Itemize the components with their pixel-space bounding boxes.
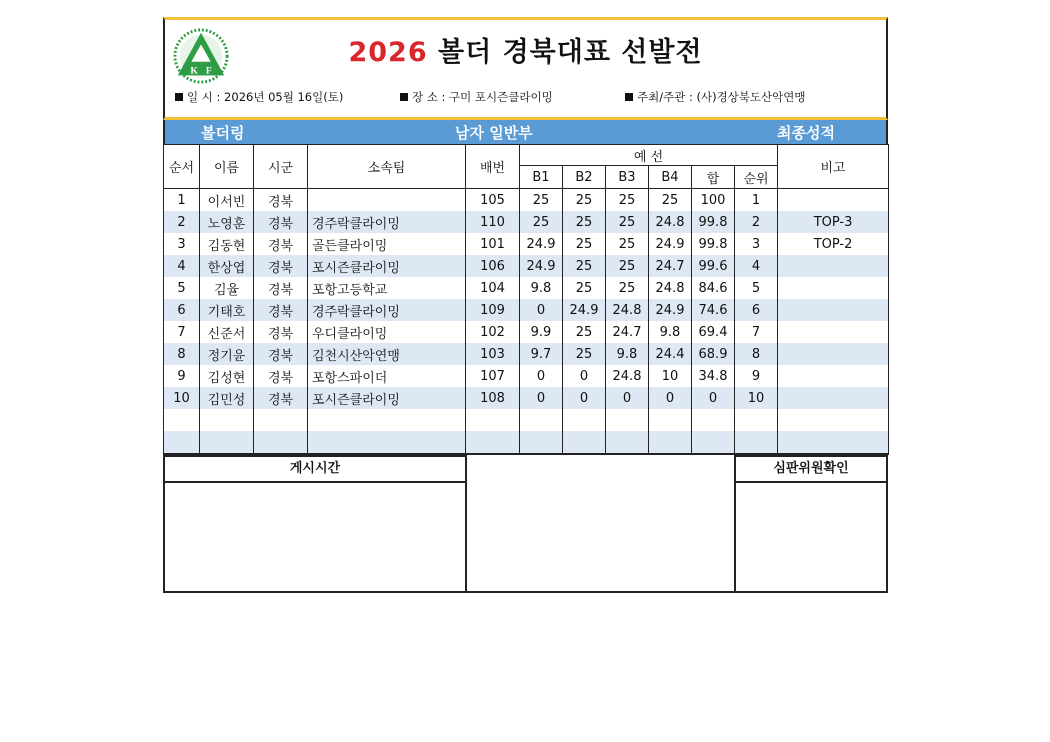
results-sheet — [163, 17, 888, 593]
col-prelim: 예 선 — [520, 145, 778, 166]
info-host — [625, 89, 805, 105]
cell-b2: 25 — [563, 211, 606, 233]
cell-team: 포시즌클라이밍 — [308, 387, 466, 409]
cell-city: 경북 — [254, 387, 308, 409]
sheet-footer — [163, 455, 888, 593]
cell-name: 신준서 — [200, 321, 254, 343]
cell-bib: 107 — [466, 365, 520, 387]
cell-bib: 106 — [466, 255, 520, 277]
cell-order: 2 — [164, 211, 200, 233]
cell-team: 골든클라이밍 — [308, 233, 466, 255]
cell-sum: 69.4 — [692, 321, 735, 343]
info-host-text: 주최/주관 : (사)경상북도산악연맹 — [637, 90, 806, 104]
cell-city: 경북 — [254, 233, 308, 255]
cell-sum: 34.8 — [692, 365, 735, 387]
col-order: 순서 — [164, 145, 200, 189]
cell-note — [778, 409, 889, 431]
cell-b4: 24.7 — [649, 255, 692, 277]
cell-note — [778, 255, 889, 277]
logo-letter-f: F — [205, 65, 212, 77]
cell-b4: 0 — [649, 387, 692, 409]
cell-b4: 25 — [649, 189, 692, 212]
cell-sum: 99.6 — [692, 255, 735, 277]
cell-order: 5 — [164, 277, 200, 299]
table-row — [164, 277, 889, 299]
cell-bib — [466, 431, 520, 454]
bullet-square-icon — [400, 93, 408, 101]
cell-team: 포항고등학교 — [308, 277, 466, 299]
info-venue — [400, 89, 553, 105]
table-row — [164, 321, 889, 343]
cell-rank — [735, 409, 778, 431]
posted-time-box — [163, 455, 467, 591]
cell-b4: 10 — [649, 365, 692, 387]
cell-order: 3 — [164, 233, 200, 255]
info-date — [175, 89, 343, 105]
cell-b1: 9.7 — [520, 343, 563, 365]
cell-sum: 0 — [692, 387, 735, 409]
results-table — [163, 144, 889, 455]
cell-name: 노영훈 — [200, 211, 254, 233]
cell-order — [164, 431, 200, 454]
cell-rank: 10 — [735, 387, 778, 409]
cell-city: 경북 — [254, 321, 308, 343]
bullet-square-icon — [175, 93, 183, 101]
cell-b3: 24.8 — [606, 299, 649, 321]
cell-b2 — [563, 431, 606, 454]
cell-order: 4 — [164, 255, 200, 277]
cell-sum: 99.8 — [692, 211, 735, 233]
cell-order: 8 — [164, 343, 200, 365]
cell-sum: 68.9 — [692, 343, 735, 365]
cell-city — [254, 431, 308, 454]
band-result-type: 최종성적 — [777, 124, 835, 142]
cell-b2: 25 — [563, 189, 606, 212]
cell-team: 우디클라이밍 — [308, 321, 466, 343]
band-division: 남자 일반부 — [455, 124, 533, 142]
cell-team — [308, 409, 466, 431]
cell-rank: 4 — [735, 255, 778, 277]
cell-bib: 103 — [466, 343, 520, 365]
cell-b3: 25 — [606, 211, 649, 233]
cell-name: 김성현 — [200, 365, 254, 387]
cell-team: 경주락클라이밍 — [308, 299, 466, 321]
cell-name: 이서빈 — [200, 189, 254, 212]
cell-b1: 25 — [520, 189, 563, 212]
info-date-text: 일 시 : 2026년 05월 16일(토) — [187, 90, 344, 104]
cell-sum: 100 — [692, 189, 735, 212]
cell-b4: 9.8 — [649, 321, 692, 343]
cell-note — [778, 277, 889, 299]
cell-b3: 25 — [606, 277, 649, 299]
cell-name: 정기윤 — [200, 343, 254, 365]
cell-city: 경북 — [254, 343, 308, 365]
cell-rank: 2 — [735, 211, 778, 233]
cell-b1 — [520, 409, 563, 431]
info-venue-text: 장 소 : 구미 포시즌클라이밍 — [412, 90, 553, 104]
table-row — [164, 387, 889, 409]
table-row — [164, 189, 889, 212]
cell-b4: 24.9 — [649, 299, 692, 321]
cell-city: 경북 — [254, 211, 308, 233]
cell-sum — [692, 431, 735, 454]
cell-city: 경북 — [254, 365, 308, 387]
cell-b4: 24.8 — [649, 277, 692, 299]
cell-b4: 24.4 — [649, 343, 692, 365]
judge-confirm-label: 심판위원확인 — [736, 455, 886, 483]
category-band — [163, 120, 888, 144]
col-bib: 배번 — [466, 145, 520, 189]
cell-b1: 24.9 — [520, 255, 563, 277]
cell-b2 — [563, 409, 606, 431]
table-row — [164, 431, 889, 454]
cell-sum: 99.8 — [692, 233, 735, 255]
cell-b2: 25 — [563, 233, 606, 255]
cell-rank: 5 — [735, 277, 778, 299]
cell-bib: 110 — [466, 211, 520, 233]
cell-name — [200, 431, 254, 454]
cell-order: 1 — [164, 189, 200, 212]
cell-b4: 24.9 — [649, 233, 692, 255]
cell-b3: 24.7 — [606, 321, 649, 343]
title-text: 볼더 경북대표 선발전 — [427, 37, 703, 68]
cell-b1: 24.9 — [520, 233, 563, 255]
cell-b1: 0 — [520, 365, 563, 387]
cell-b3 — [606, 431, 649, 454]
cell-name: 김율 — [200, 277, 254, 299]
cell-b4 — [649, 431, 692, 454]
col-name: 이름 — [200, 145, 254, 189]
col-note: 비고 — [778, 145, 889, 189]
sheet-header — [163, 17, 888, 120]
cell-b3: 0 — [606, 387, 649, 409]
bullet-square-icon — [625, 93, 633, 101]
cell-sum: 74.6 — [692, 299, 735, 321]
results-body — [164, 189, 889, 455]
cell-rank: 1 — [735, 189, 778, 212]
cell-note — [778, 189, 889, 212]
cell-rank: 9 — [735, 365, 778, 387]
cell-b3 — [606, 409, 649, 431]
cell-b2: 0 — [563, 365, 606, 387]
cell-note — [778, 299, 889, 321]
cell-order — [164, 409, 200, 431]
cell-rank: 7 — [735, 321, 778, 343]
cell-note — [778, 321, 889, 343]
table-row — [164, 365, 889, 387]
cell-team: 포항스파이더 — [308, 365, 466, 387]
page-title — [165, 30, 886, 69]
col-rank: 순위 — [735, 166, 778, 189]
table-row — [164, 299, 889, 321]
cell-b2: 25 — [563, 277, 606, 299]
cell-city: 경북 — [254, 277, 308, 299]
cell-order: 10 — [164, 387, 200, 409]
col-city: 시군 — [254, 145, 308, 189]
cell-sum: 84.6 — [692, 277, 735, 299]
cell-b1: 9.8 — [520, 277, 563, 299]
col-team: 소속팀 — [308, 145, 466, 189]
col-b2: B2 — [563, 166, 606, 189]
cell-team — [308, 189, 466, 212]
cell-order: 9 — [164, 365, 200, 387]
cell-b1: 25 — [520, 211, 563, 233]
cell-order: 7 — [164, 321, 200, 343]
logo-letter-k: K — [190, 65, 198, 77]
cell-b3: 24.8 — [606, 365, 649, 387]
cell-b1: 0 — [520, 387, 563, 409]
cell-rank: 3 — [735, 233, 778, 255]
cell-bib: 104 — [466, 277, 520, 299]
cell-city: 경북 — [254, 255, 308, 277]
cell-b2: 25 — [563, 321, 606, 343]
cell-bib: 109 — [466, 299, 520, 321]
table-row — [164, 409, 889, 431]
cell-team — [308, 431, 466, 454]
cell-note: TOP-3 — [778, 211, 889, 233]
cell-bib: 102 — [466, 321, 520, 343]
judge-confirm-box — [734, 455, 888, 591]
table-row — [164, 211, 889, 233]
col-b3: B3 — [606, 166, 649, 189]
cell-note — [778, 343, 889, 365]
col-sum: 합 — [692, 166, 735, 189]
cell-rank — [735, 431, 778, 454]
cell-note — [778, 431, 889, 454]
cell-order: 6 — [164, 299, 200, 321]
cell-note — [778, 365, 889, 387]
cell-name: 기태호 — [200, 299, 254, 321]
cell-b2: 0 — [563, 387, 606, 409]
cell-bib: 108 — [466, 387, 520, 409]
cell-b1 — [520, 431, 563, 454]
cell-name: 김동현 — [200, 233, 254, 255]
cell-city: 경북 — [254, 299, 308, 321]
band-discipline: 볼더링 — [201, 124, 245, 142]
cell-city: 경북 — [254, 189, 308, 212]
cell-b1: 9.9 — [520, 321, 563, 343]
cell-sum — [692, 409, 735, 431]
cell-b2: 25 — [563, 255, 606, 277]
cell-bib: 101 — [466, 233, 520, 255]
table-row — [164, 343, 889, 365]
cell-b3: 25 — [606, 255, 649, 277]
cell-b2: 24.9 — [563, 299, 606, 321]
col-b1: B1 — [520, 166, 563, 189]
cell-b3: 25 — [606, 189, 649, 212]
table-row — [164, 233, 889, 255]
cell-b2: 25 — [563, 343, 606, 365]
cell-b3: 9.8 — [606, 343, 649, 365]
cell-bib: 105 — [466, 189, 520, 212]
table-row — [164, 255, 889, 277]
cell-b4 — [649, 409, 692, 431]
cell-team: 포시즌클라이밍 — [308, 255, 466, 277]
cell-city — [254, 409, 308, 431]
cell-team: 김천시산악연맹 — [308, 343, 466, 365]
cell-rank: 6 — [735, 299, 778, 321]
cell-rank: 8 — [735, 343, 778, 365]
col-b4: B4 — [649, 166, 692, 189]
cell-note: TOP-2 — [778, 233, 889, 255]
cell-name: 한상엽 — [200, 255, 254, 277]
cell-name: 김민성 — [200, 387, 254, 409]
title-year: 2026 — [348, 37, 428, 68]
cell-b3: 25 — [606, 233, 649, 255]
cell-b4: 24.8 — [649, 211, 692, 233]
cell-team: 경주락클라이밍 — [308, 211, 466, 233]
cell-b1: 0 — [520, 299, 563, 321]
cell-name — [200, 409, 254, 431]
cell-bib — [466, 409, 520, 431]
posted-time-label: 게시시간 — [165, 455, 465, 483]
cell-note — [778, 387, 889, 409]
